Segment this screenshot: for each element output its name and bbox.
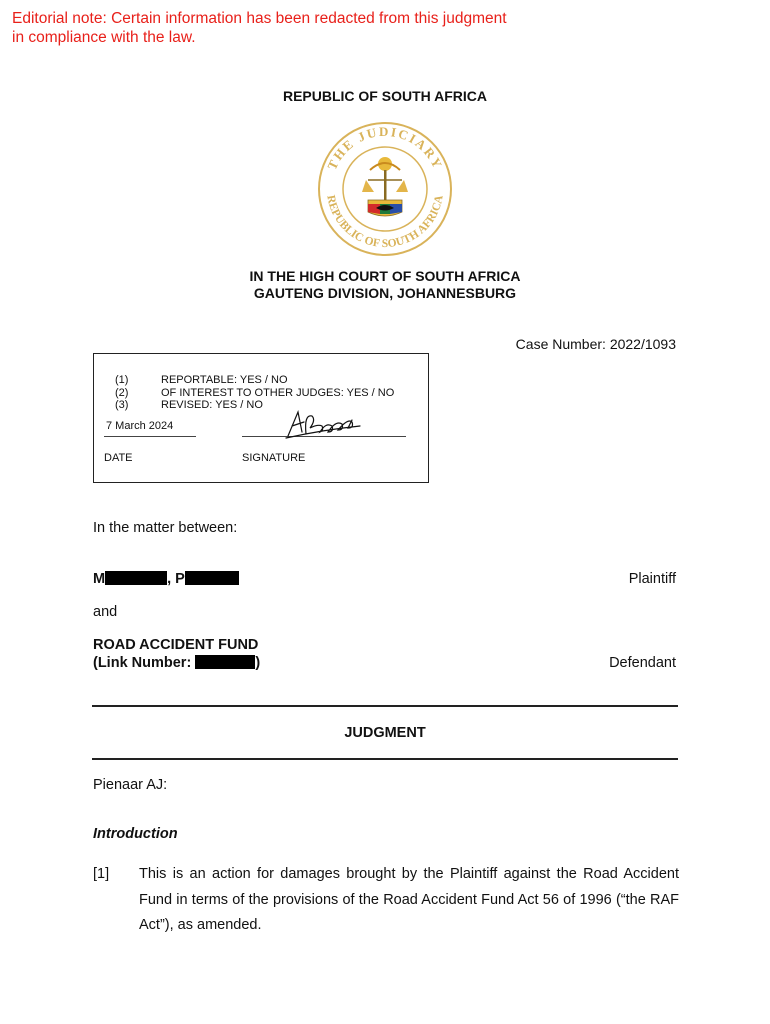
seal-top-text: THE JUDICIARY [324, 123, 446, 173]
court-division: GAUTENG DIVISION, JOHANNESBURG [253, 285, 517, 301]
interest-item: OF INTEREST TO OTHER JUDGES: YES / NO [161, 386, 395, 399]
date-line [104, 436, 196, 437]
plaintiff-role: Plaintiff [628, 571, 676, 587]
paragraph-number: [1] [93, 866, 110, 882]
plaintiff-name [93, 571, 239, 587]
handwritten-signature [282, 406, 362, 442]
court-name: IN THE HIGH COURT OF SOUTH AFRICA [249, 268, 521, 284]
judgment-title: JUDGMENT [344, 725, 426, 741]
signature-label: SIGNATURE [242, 452, 306, 464]
editorial-note: Editorial note: Certain information has been redacted from this judgment in compliance with the law. [12, 10, 507, 46]
revised-item-number: (3) [115, 399, 129, 411]
redaction-block [185, 571, 239, 585]
revised-item: REVISED: YES / NO [161, 399, 263, 411]
matter-intro: In the matter between: [93, 520, 238, 536]
interest-item-number: (2) [115, 386, 129, 399]
reportable-item-number: (1) [115, 374, 129, 386]
plaintiff-second-initial: P [175, 571, 185, 587]
judiciary-seal [310, 120, 460, 258]
and-connector: and [93, 604, 118, 620]
country-heading: REPUBLIC OF SOUTH AFRICA [282, 88, 488, 104]
defendant-name: ROAD ACCIDENT FUND [93, 637, 259, 653]
reportable-item: REPORTABLE: YES / NO [161, 374, 288, 386]
divider [92, 758, 678, 760]
reportable-box [93, 353, 429, 483]
court-heading [0, 268, 770, 302]
divider [92, 705, 678, 707]
case-number: Case Number: 2022/1093 [515, 336, 676, 352]
redaction-block [195, 655, 255, 669]
defendant-role: Defendant [609, 655, 676, 671]
defendant-link-number [93, 655, 260, 671]
judge-name: Pienaar AJ: [93, 777, 168, 793]
link-number-close: ) [255, 655, 261, 671]
redaction-block [105, 571, 167, 585]
link-number-label: (Link Number: [93, 655, 196, 671]
section-heading: Introduction [93, 826, 178, 842]
paragraph-text: This is an action for damages brought by the Plaintiff against the Road Accident Fund in terms of the provisions of the Road Accident Fund Act 56 of 1996 (“the RAF Act”), as amended. [139, 866, 679, 933]
plaintiff-separator: , [167, 571, 176, 587]
plaintiff-initial: M [93, 571, 106, 587]
date-label: DATE [104, 452, 133, 464]
signed-date: 7 March 2024 [106, 420, 174, 432]
seal-bottom-text: REPUBLIC OF SOUTH AFRICA [324, 194, 446, 251]
